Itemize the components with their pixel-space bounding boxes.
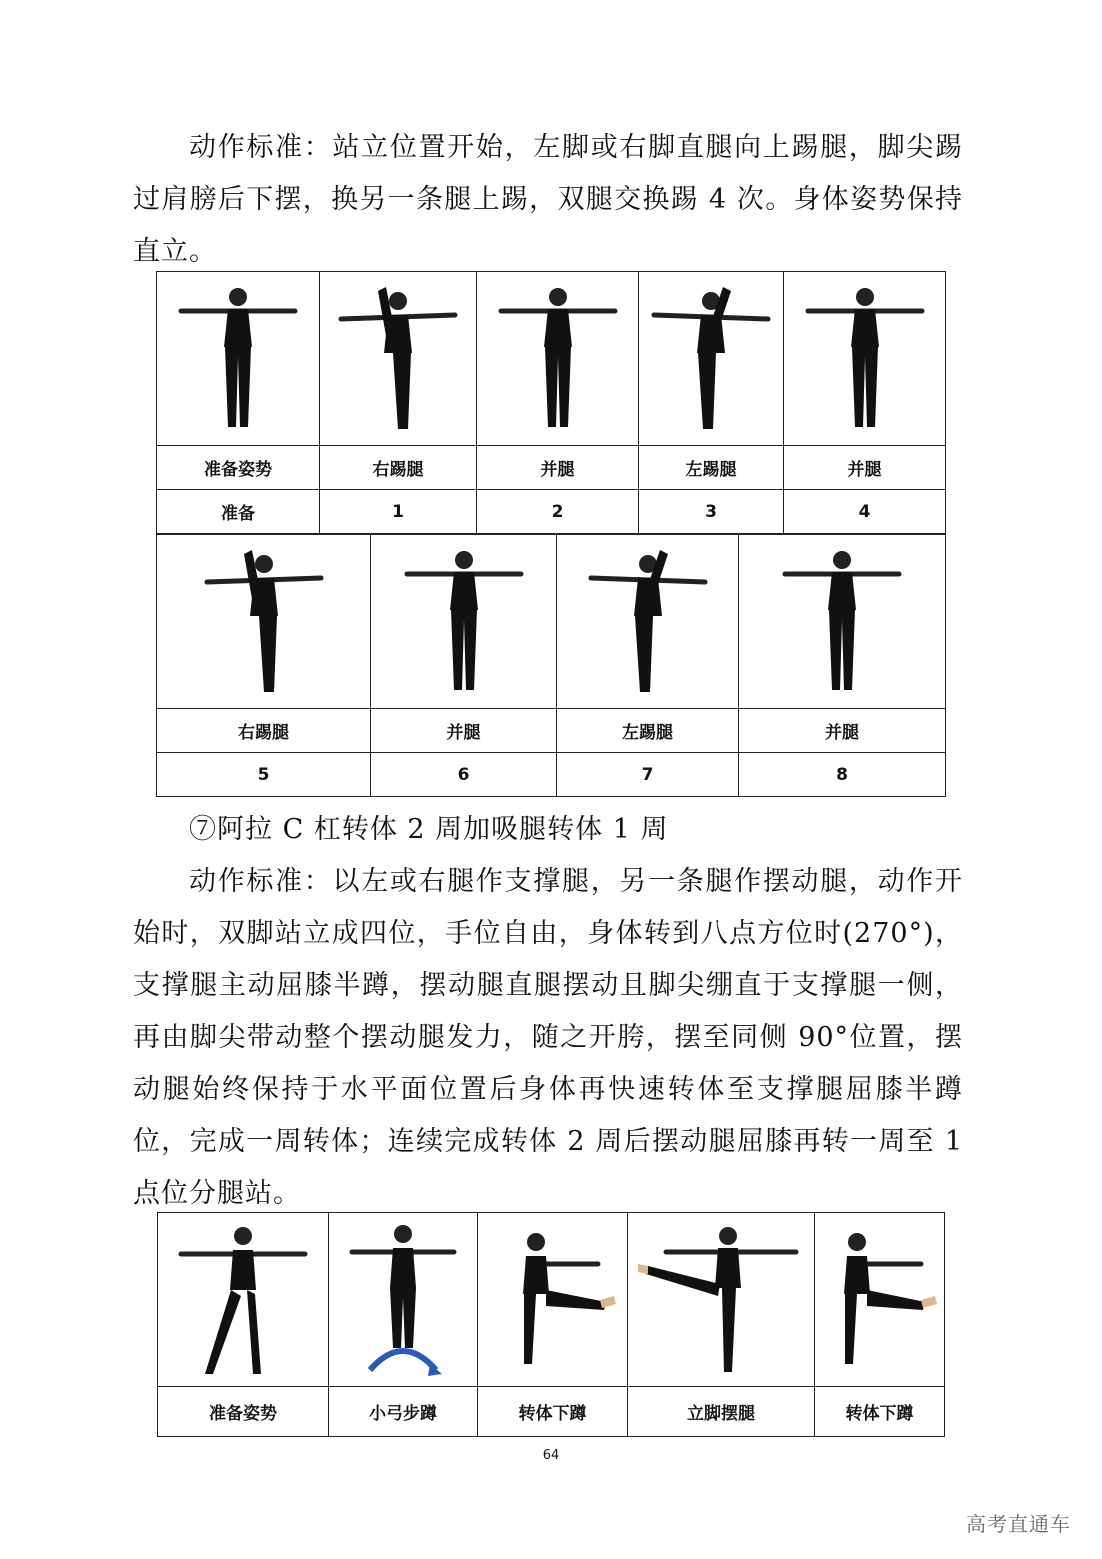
table3-label-2: 转体下蹲 [478,1387,628,1437]
table1-label-3: 左踢腿 [639,446,784,490]
photo-feet-together-6 [371,535,557,709]
table2-count-1: 6 [371,753,557,797]
table1-label-2: 并腿 [477,446,639,490]
photo-feet-together-8 [739,535,946,709]
table1-count-1: 1 [320,490,477,534]
table1-label-0: 准备姿势 [157,446,320,490]
paragraph-turn-standard: 动作标准：以左或右腿作支撑腿，另一条腿作摆动腿，动作开始时，双脚站立成四位，手位自由，身体转到八点方位时(270°)，支撑腿主动屈膝半蹲，摆动腿直腿摆动且脚尖绷直于支撑腿一侧，再由脚尖带动整个摆动腿发力，随之开胯，摆至同侧 90°位置，摆动腿始终保持于水平面位置后身体再快速转体至支撑腿屈膝半蹲位，完成一周转体；连续完成转体 2 周后摆动腿屈膝再转一周至 1 点位分腿站。 [133,866,963,1209]
kick-table-1 [156,271,946,534]
photo-turn-squat-2 [815,1213,945,1387]
page-number: 64 [542,1448,560,1463]
table1-label-1: 右踢腿 [320,446,477,490]
photo-turn-ready-pose [158,1213,329,1387]
kick-table-2 [156,534,946,797]
table3-label-4: 转体下蹲 [815,1387,945,1437]
photo-left-kick-3 [639,272,784,446]
photo-ready-pose [157,272,320,446]
paragraph-kick-standard: 动作标准：站立位置开始，左脚或右脚直腿向上踢腿，脚尖踢过肩膀后下摆，换另一条腿上踢，双腿交换踢 4 次。身体姿势保持直立。 [133,132,963,267]
table3-label-1: 小弓步蹲 [329,1387,478,1437]
photo-small-lunge-squat [329,1213,478,1387]
watermark: 高考直通车 [966,1512,1071,1536]
photo-feet-together-2 [477,272,639,446]
table1-count-0: 准备 [157,490,320,534]
photo-left-kick-7 [557,535,739,709]
turn-table [157,1212,945,1437]
photo-feet-together-4 [784,272,946,446]
photo-right-kick-1 [320,272,477,446]
table1-count-2: 2 [477,490,639,534]
photo-turn-squat-1 [478,1213,628,1387]
section-heading-turn: ⑦阿拉 C 杠转体 2 周加吸腿转体 1 周 [189,814,669,845]
table2-label-3: 并腿 [739,709,946,753]
table2-count-2: 7 [557,753,739,797]
table2-label-2: 左踢腿 [557,709,739,753]
table2-count-3: 8 [739,753,946,797]
table1-count-3: 3 [639,490,784,534]
table3-label-0: 准备姿势 [158,1387,329,1437]
photo-right-kick-5 [157,535,371,709]
table2-count-0: 5 [157,753,371,797]
table3-label-3: 立脚摆腿 [628,1387,815,1437]
table2-label-1: 并腿 [371,709,557,753]
table1-label-4: 并腿 [784,446,946,490]
table1-count-4: 4 [784,490,946,534]
photo-releve-swing-leg [628,1213,815,1387]
table2-label-0: 右踢腿 [157,709,371,753]
